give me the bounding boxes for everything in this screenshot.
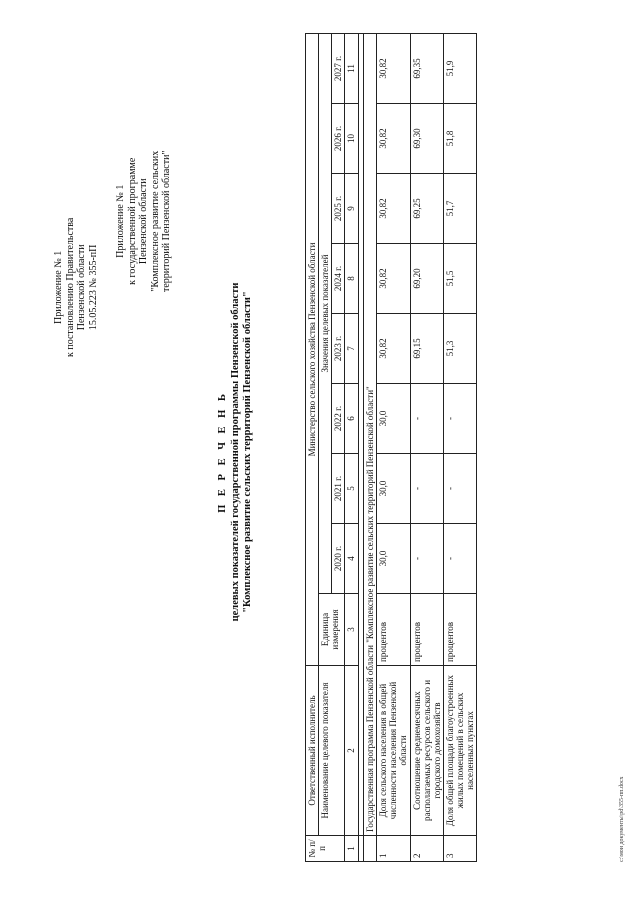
title-subline: "Комплексное развитие сельских территорий Пензенской области" [242, 291, 254, 613]
year-header: 2025 г. [332, 174, 345, 244]
value-cell: 51,5 [443, 244, 476, 314]
document-title [217, 12, 254, 892]
appendix-line: Приложение № 1 [53, 250, 64, 324]
value-cell: 51,7 [443, 174, 476, 244]
value-cell: 69,30 [410, 104, 443, 174]
header-row-values [319, 34, 332, 862]
value-cell: 30,82 [377, 174, 410, 244]
title-heading: П Е Р Е Ч Е Н Ь [217, 391, 228, 513]
column-index: 9 [345, 174, 359, 244]
unit-cell: процентов [410, 594, 443, 666]
header-target-values: Значения целевых показателей [319, 34, 332, 594]
table-row [443, 34, 476, 862]
value-cell: 51,3 [443, 314, 476, 384]
title-subline: целевых показателей государственной программы Пензенской области [230, 282, 242, 622]
column-index: 8 [345, 244, 359, 314]
row-number: 2 [410, 836, 443, 862]
rotated-document-page [15, 12, 625, 892]
row-number: 3 [443, 836, 476, 862]
value-cell: - [443, 454, 476, 524]
value-cell: - [410, 524, 443, 594]
table-row [410, 34, 443, 862]
appendix-line: Пензенской области [138, 178, 149, 265]
target-indicators-table [305, 33, 477, 862]
year-header: 2026 г. [332, 104, 345, 174]
appendix-to-resolution [53, 218, 99, 357]
program-row [364, 34, 377, 862]
value-cell: 51,9 [443, 34, 476, 104]
value-cell: - [443, 384, 476, 454]
indicator-name: Доля общей площади благоустроенных жилых помещений в сельских населенных пунктах [443, 666, 476, 836]
column-index: 6 [345, 384, 359, 454]
value-cell: - [410, 454, 443, 524]
header-number: № п/п [306, 836, 345, 862]
appendix-line: Пензенской области [76, 244, 87, 331]
header-row-executor [306, 34, 319, 862]
indicator-name: Доля сельского населения в общей численности населения Пензенской области [377, 666, 410, 836]
value-cell: 69,25 [410, 174, 443, 244]
appendix-to-program [115, 150, 173, 292]
appendix-line: территорий Пензенской области" [161, 150, 172, 292]
column-index: 10 [345, 104, 359, 174]
year-header: 2023 г. [332, 314, 345, 384]
year-header: 2021 г. [332, 454, 345, 524]
unit-cell: процентов [377, 594, 410, 666]
appendix-line: к государственной программе [126, 157, 138, 285]
header-executor: Ответственный исполнитель [306, 666, 319, 836]
appendix-line: к постановлению Правительства [64, 217, 76, 357]
value-cell: 69,15 [410, 314, 443, 384]
column-index: 3 [345, 594, 359, 666]
value-cell: 30,82 [377, 244, 410, 314]
year-header: 2022 г. [332, 384, 345, 454]
appendix-line: "Комплексное развитие сельских [149, 150, 161, 292]
appendix-line: 15.05.223 № 355-пП [87, 244, 99, 331]
value-cell: - [443, 524, 476, 594]
indicator-name: Соотношение среднемесячных располагаемых ресурсов сельского и городского домохозяйств [410, 666, 443, 836]
header-unit: Единица измерения [319, 594, 345, 666]
column-index-row [345, 34, 359, 862]
file-path-footer: c:\мои документы\pd\355-пп.docx [619, 776, 625, 862]
program-number-cell [364, 836, 377, 862]
table-row [377, 34, 410, 862]
appendix-line: Приложение № 1 [115, 184, 126, 258]
row-number: 1 [377, 836, 410, 862]
column-index: 2 [345, 666, 359, 836]
year-header: 2027 г. [332, 34, 345, 104]
value-cell: 30,0 [377, 454, 410, 524]
value-cell: 69,20 [410, 244, 443, 314]
column-index: 1 [345, 836, 359, 862]
value-cell: - [410, 384, 443, 454]
value-cell: 30,0 [377, 524, 410, 594]
header-executor-value: Министерство сельского хозяйства Пензенской области [306, 34, 319, 666]
program-title: Государственная программа Пензенской области "Комплексное развитие сельских территорий Пензенской области" [364, 34, 377, 836]
value-cell: 51,8 [443, 104, 476, 174]
year-header: 2024 г. [332, 244, 345, 314]
value-cell: 30,0 [377, 384, 410, 454]
column-index: 4 [345, 524, 359, 594]
value-cell: 69,35 [410, 34, 443, 104]
unit-cell: процентов [443, 594, 476, 666]
column-index: 7 [345, 314, 359, 384]
value-cell: 30,82 [377, 104, 410, 174]
year-header: 2020 г. [332, 524, 345, 594]
header-indicator-name: Наименование целевого показателя [319, 666, 345, 836]
value-cell: 30,82 [377, 314, 410, 384]
column-index: 11 [345, 34, 359, 104]
column-index: 5 [345, 454, 359, 524]
value-cell: 30,82 [377, 34, 410, 104]
